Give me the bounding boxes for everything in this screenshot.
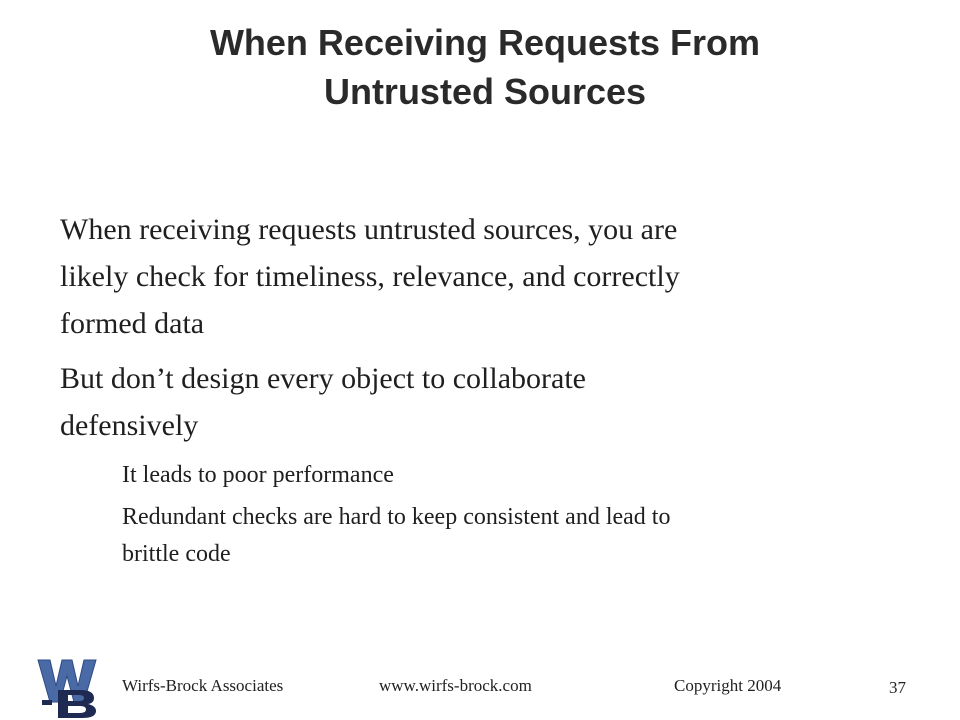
page-number: 37 bbox=[889, 678, 906, 697]
footer-copyright: Copyright 2004 bbox=[674, 676, 782, 695]
body-paragraph bbox=[60, 206, 880, 347]
body-line: When receiving requests untrusted sources, you are bbox=[60, 213, 678, 246]
slide-body bbox=[60, 206, 880, 578]
body-line: defensively bbox=[60, 409, 199, 442]
body-line: likely check for timeliness, relevance, and correctly bbox=[60, 260, 680, 293]
slide-footer bbox=[0, 676, 960, 706]
body-line: formed data bbox=[60, 307, 205, 340]
body-line: But don’t design every object to collaborate bbox=[60, 362, 586, 395]
sub-point-line: Redundant checks are hard to keep consistent and lead to bbox=[122, 504, 671, 530]
footer-website: www.wirfs-brock.com bbox=[379, 676, 532, 695]
slide-title-line: Untrusted Sources bbox=[323, 71, 647, 112]
sub-point bbox=[122, 457, 880, 494]
slide-title bbox=[0, 18, 960, 116]
sub-point bbox=[122, 499, 880, 573]
sub-point-line: brittle code bbox=[122, 541, 231, 567]
sub-point-line: It leads to poor performance bbox=[122, 462, 394, 488]
footer-company: Wirfs-Brock Associates bbox=[122, 676, 284, 695]
slide-title-line: When Receiving Requests From bbox=[209, 22, 761, 63]
body-paragraph bbox=[60, 355, 880, 449]
